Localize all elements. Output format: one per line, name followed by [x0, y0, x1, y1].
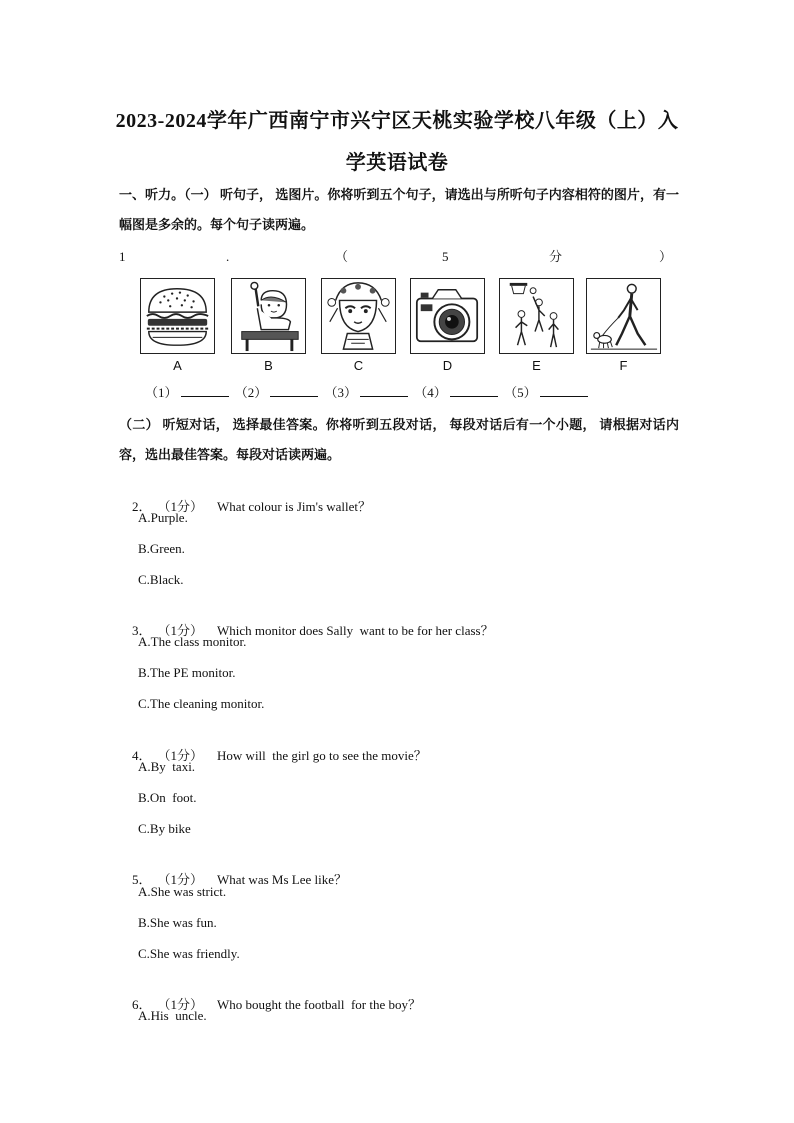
question-1-left-paren: （ — [335, 249, 349, 264]
picture-b — [231, 278, 306, 354]
question-text: What colour is Jim's wallet？ — [217, 499, 372, 514]
section-2-instructions: （二） 听短对话， 选择最佳答案。你将听到五段对话， 每段对话后有一个小题， 请根据对话内容，选出最佳答案。每段对话读两遍。 — [119, 417, 679, 462]
blank-label-5: （5） — [504, 385, 537, 400]
option-c[interactable]: C.The cleaning monitor. — [138, 696, 265, 711]
answer-blank-2[interactable] — [270, 382, 318, 397]
question-number: 2． — [132, 499, 152, 514]
option-a[interactable]: A.By taxi. — [138, 759, 196, 774]
question-1-number: 1 — [119, 249, 126, 264]
answer-blank-4[interactable] — [450, 382, 498, 397]
picture-f-label: F — [619, 358, 628, 373]
blank-label-4: （4） — [414, 385, 447, 400]
picture-d-label: D — [442, 358, 453, 373]
question-number: 6． — [132, 997, 152, 1012]
basketball-players-icon — [500, 279, 573, 353]
question-1-points: 5 — [442, 249, 449, 264]
picture-c — [321, 278, 396, 354]
hamburger-icon — [141, 279, 214, 353]
option-c[interactable]: C.Black. — [138, 572, 184, 587]
picture-d — [410, 278, 485, 354]
blank-label-2: （2） — [234, 385, 268, 400]
picture-f — [586, 278, 661, 354]
picture-a — [140, 278, 215, 354]
answer-blank-3[interactable] — [360, 382, 408, 397]
girl-raising-hand-icon — [232, 279, 305, 353]
question-text: Who bought the football for the boy？ — [217, 997, 422, 1012]
option-c[interactable]: C.She was friendly. — [138, 946, 240, 961]
question-text: How will the girl go to see the movie？ — [217, 748, 427, 763]
blank-label-1: （1） — [145, 385, 178, 400]
question-2 — [119, 477, 371, 537]
question-4 — [119, 726, 427, 786]
question-1-header — [119, 242, 673, 272]
picture-e — [499, 278, 574, 354]
opera-mask-icon — [322, 279, 395, 353]
question-3 — [119, 601, 494, 661]
picture-c-label: C — [353, 358, 364, 373]
question-score: （1分） — [157, 748, 204, 763]
camera-icon — [411, 279, 484, 353]
picture-e-label: E — [532, 358, 541, 373]
option-a[interactable]: A.The class monitor. — [138, 634, 247, 649]
picture-b-label: B — [264, 358, 273, 373]
section-1-instructions: 一、听力。（一） 听句子， 选图片。你将听到五个句子，请选出与所听句子内容相符的图片，有一幅图是多余的。每个句子读两遍。 — [119, 187, 679, 232]
picture-a-label: A — [173, 358, 182, 373]
option-b[interactable]: B.Green. — [138, 541, 185, 556]
option-b[interactable]: B.The PE monitor. — [138, 665, 236, 680]
question-score: （1分） — [157, 997, 204, 1012]
question-text: What was Ms Lee like？ — [217, 872, 347, 887]
question-1-dot: . — [226, 249, 230, 264]
blank-label-3: （3） — [324, 385, 358, 400]
exam-title-line-1: 2023-2024学年广西南宁市兴宁区天桃实验学校八年级（上）入 — [115, 110, 679, 132]
answer-blank-1[interactable] — [181, 382, 229, 397]
exam-title-line-2: 学英语试卷 — [345, 152, 449, 174]
option-a[interactable]: A.Purple. — [138, 510, 188, 525]
picture-options — [140, 278, 660, 374]
question-number: 3． — [132, 623, 152, 638]
option-c[interactable]: C.By bike — [138, 821, 191, 836]
question-score: （1分） — [157, 872, 204, 887]
question-number: 5． — [132, 872, 152, 887]
option-b[interactable]: B.On foot. — [138, 790, 197, 805]
answer-blank-5[interactable] — [540, 382, 588, 397]
question-score: （1分） — [157, 499, 204, 514]
question-6 — [119, 975, 421, 1035]
question-text: Which monitor does Sally want to be for her class？ — [217, 623, 494, 638]
question-1-answer-blanks — [145, 378, 645, 408]
question-number: 4． — [132, 748, 152, 763]
option-a[interactable]: A.She was strict. — [138, 884, 227, 899]
option-a[interactable]: A.His uncle. — [138, 1008, 207, 1023]
question-1-right-paren: ） — [659, 249, 673, 264]
option-b[interactable]: B.She was fun. — [138, 915, 217, 930]
man-walking-dog-icon — [587, 279, 660, 353]
question-score: （1分） — [157, 623, 204, 638]
question-1-points-unit: 分 — [549, 249, 563, 264]
